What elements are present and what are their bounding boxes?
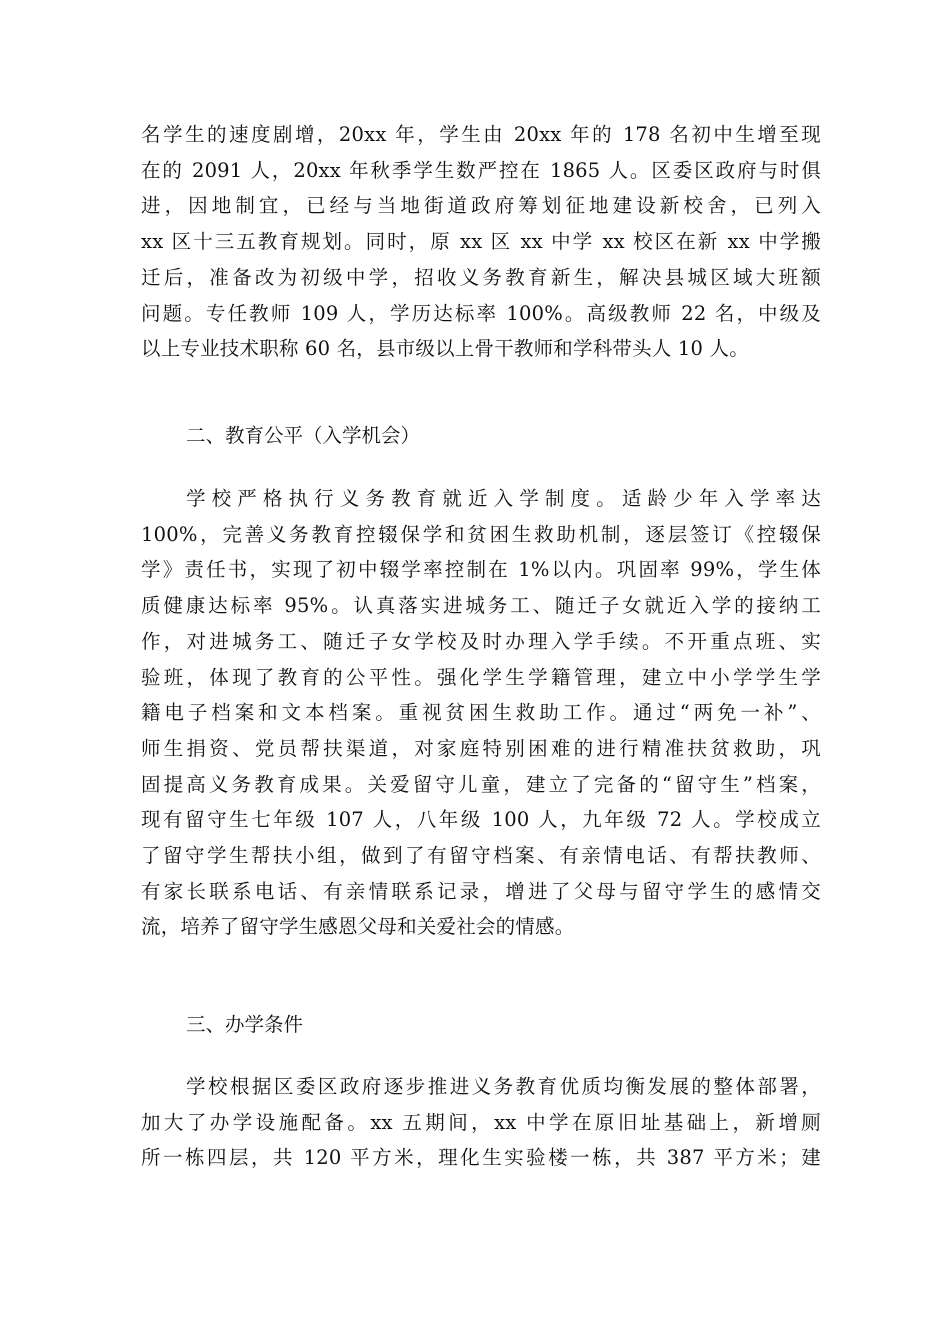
text-line: 加大了办学设施配备。xx 五期间，xx 中学在原旧址基础上，新增厕 bbox=[141, 1110, 821, 1134]
paragraph-education-equity bbox=[141, 481, 821, 945]
text-line: 所一栋四层，共 120 平方米，理化生实验楼一栋，共 387 平方米；建 bbox=[141, 1146, 821, 1170]
section-heading-education-equity: 二、教育公平（入学机会） bbox=[186, 424, 421, 447]
text-line: 验班，体现了教育的公平性。强化学生学籍管理，建立中小学学生学 bbox=[141, 665, 821, 689]
text-line: 师生捐资、党员帮扶渠道，对家庭特别困难的进行精准扶贫救助，巩 bbox=[141, 736, 821, 760]
section-heading-school-conditions: 三、办学条件 bbox=[186, 1013, 304, 1036]
text-line: 100%，完善义务教育控辍保学和贫困生救助机制，逐层签订《控辍保 bbox=[141, 522, 821, 546]
text-line: xx 区十三五教育规划。同时，原 xx 区 xx 中学 xx 校区在新 xx 中学搬 bbox=[141, 230, 821, 254]
text-line: 现有留守生七年级 107 人，八年级 100 人，九年级 72 人。学校成立 bbox=[141, 808, 821, 832]
text-line: 流，培养了留守学生感恩父母和关爱社会的情感。 bbox=[141, 915, 575, 939]
paragraph-school-conditions bbox=[141, 1069, 821, 1176]
text-line: 了留守学生帮扶小组，做到了有留守档案、有亲情电话、有帮扶教师、 bbox=[141, 844, 821, 868]
text-line: 以上专业技术职称 60 名，县市级以上骨干教师和学科带头人 10 人。 bbox=[141, 337, 749, 361]
text-line: 名学生的速度剧增，20xx 年，学生由 20xx 年的 178 名初中生增至现 bbox=[141, 123, 821, 146]
text-line: 学校根据区委区政府逐步推进义务教育优质均衡发展的整体部署， bbox=[186, 1075, 821, 1098]
text-line: 学》责任书，实现了初中辍学率控制在 1%以内。巩固率 99%，学生体 bbox=[141, 558, 821, 582]
text-line: 迁后，准备改为初级中学，招收义务教育新生，解决县城区域大班额 bbox=[141, 265, 821, 289]
text-line: 固提高义务教育成果。关爱留守儿童，建立了完备的“留守生”档案， bbox=[141, 772, 821, 796]
text-line: 作，对进城务工、随迁子女学校及时办理入学手续。不开重点班、实 bbox=[141, 629, 821, 653]
text-line: 学校严格执行义务教育就近入学制度。适龄少年入学率达 bbox=[186, 487, 821, 510]
text-line: 籍电子档案和文本档案。重视贫困生救助工作。通过“两免一补”、 bbox=[141, 701, 821, 725]
text-line: 有家长联系电话、有亲情联系记录，增进了父母与留守学生的感情交 bbox=[141, 879, 821, 903]
text-line: 质健康达标率 95%。认真落实进城务工、随迁子女就近入学的接纳工 bbox=[141, 594, 821, 618]
paragraph-enrollment-growth bbox=[141, 117, 821, 367]
text-line: 问题。专任教师 109 人，学历达标率 100%。高级教师 22 名，中级及 bbox=[141, 301, 821, 325]
text-line: 在的 2091 人，20xx 年秋季学生数严控在 1865 人。区委区政府与时俱 bbox=[141, 158, 821, 182]
text-line: 进，因地制宜，已经与当地街道政府筹划征地建设新校舍，已列入 bbox=[141, 194, 821, 218]
